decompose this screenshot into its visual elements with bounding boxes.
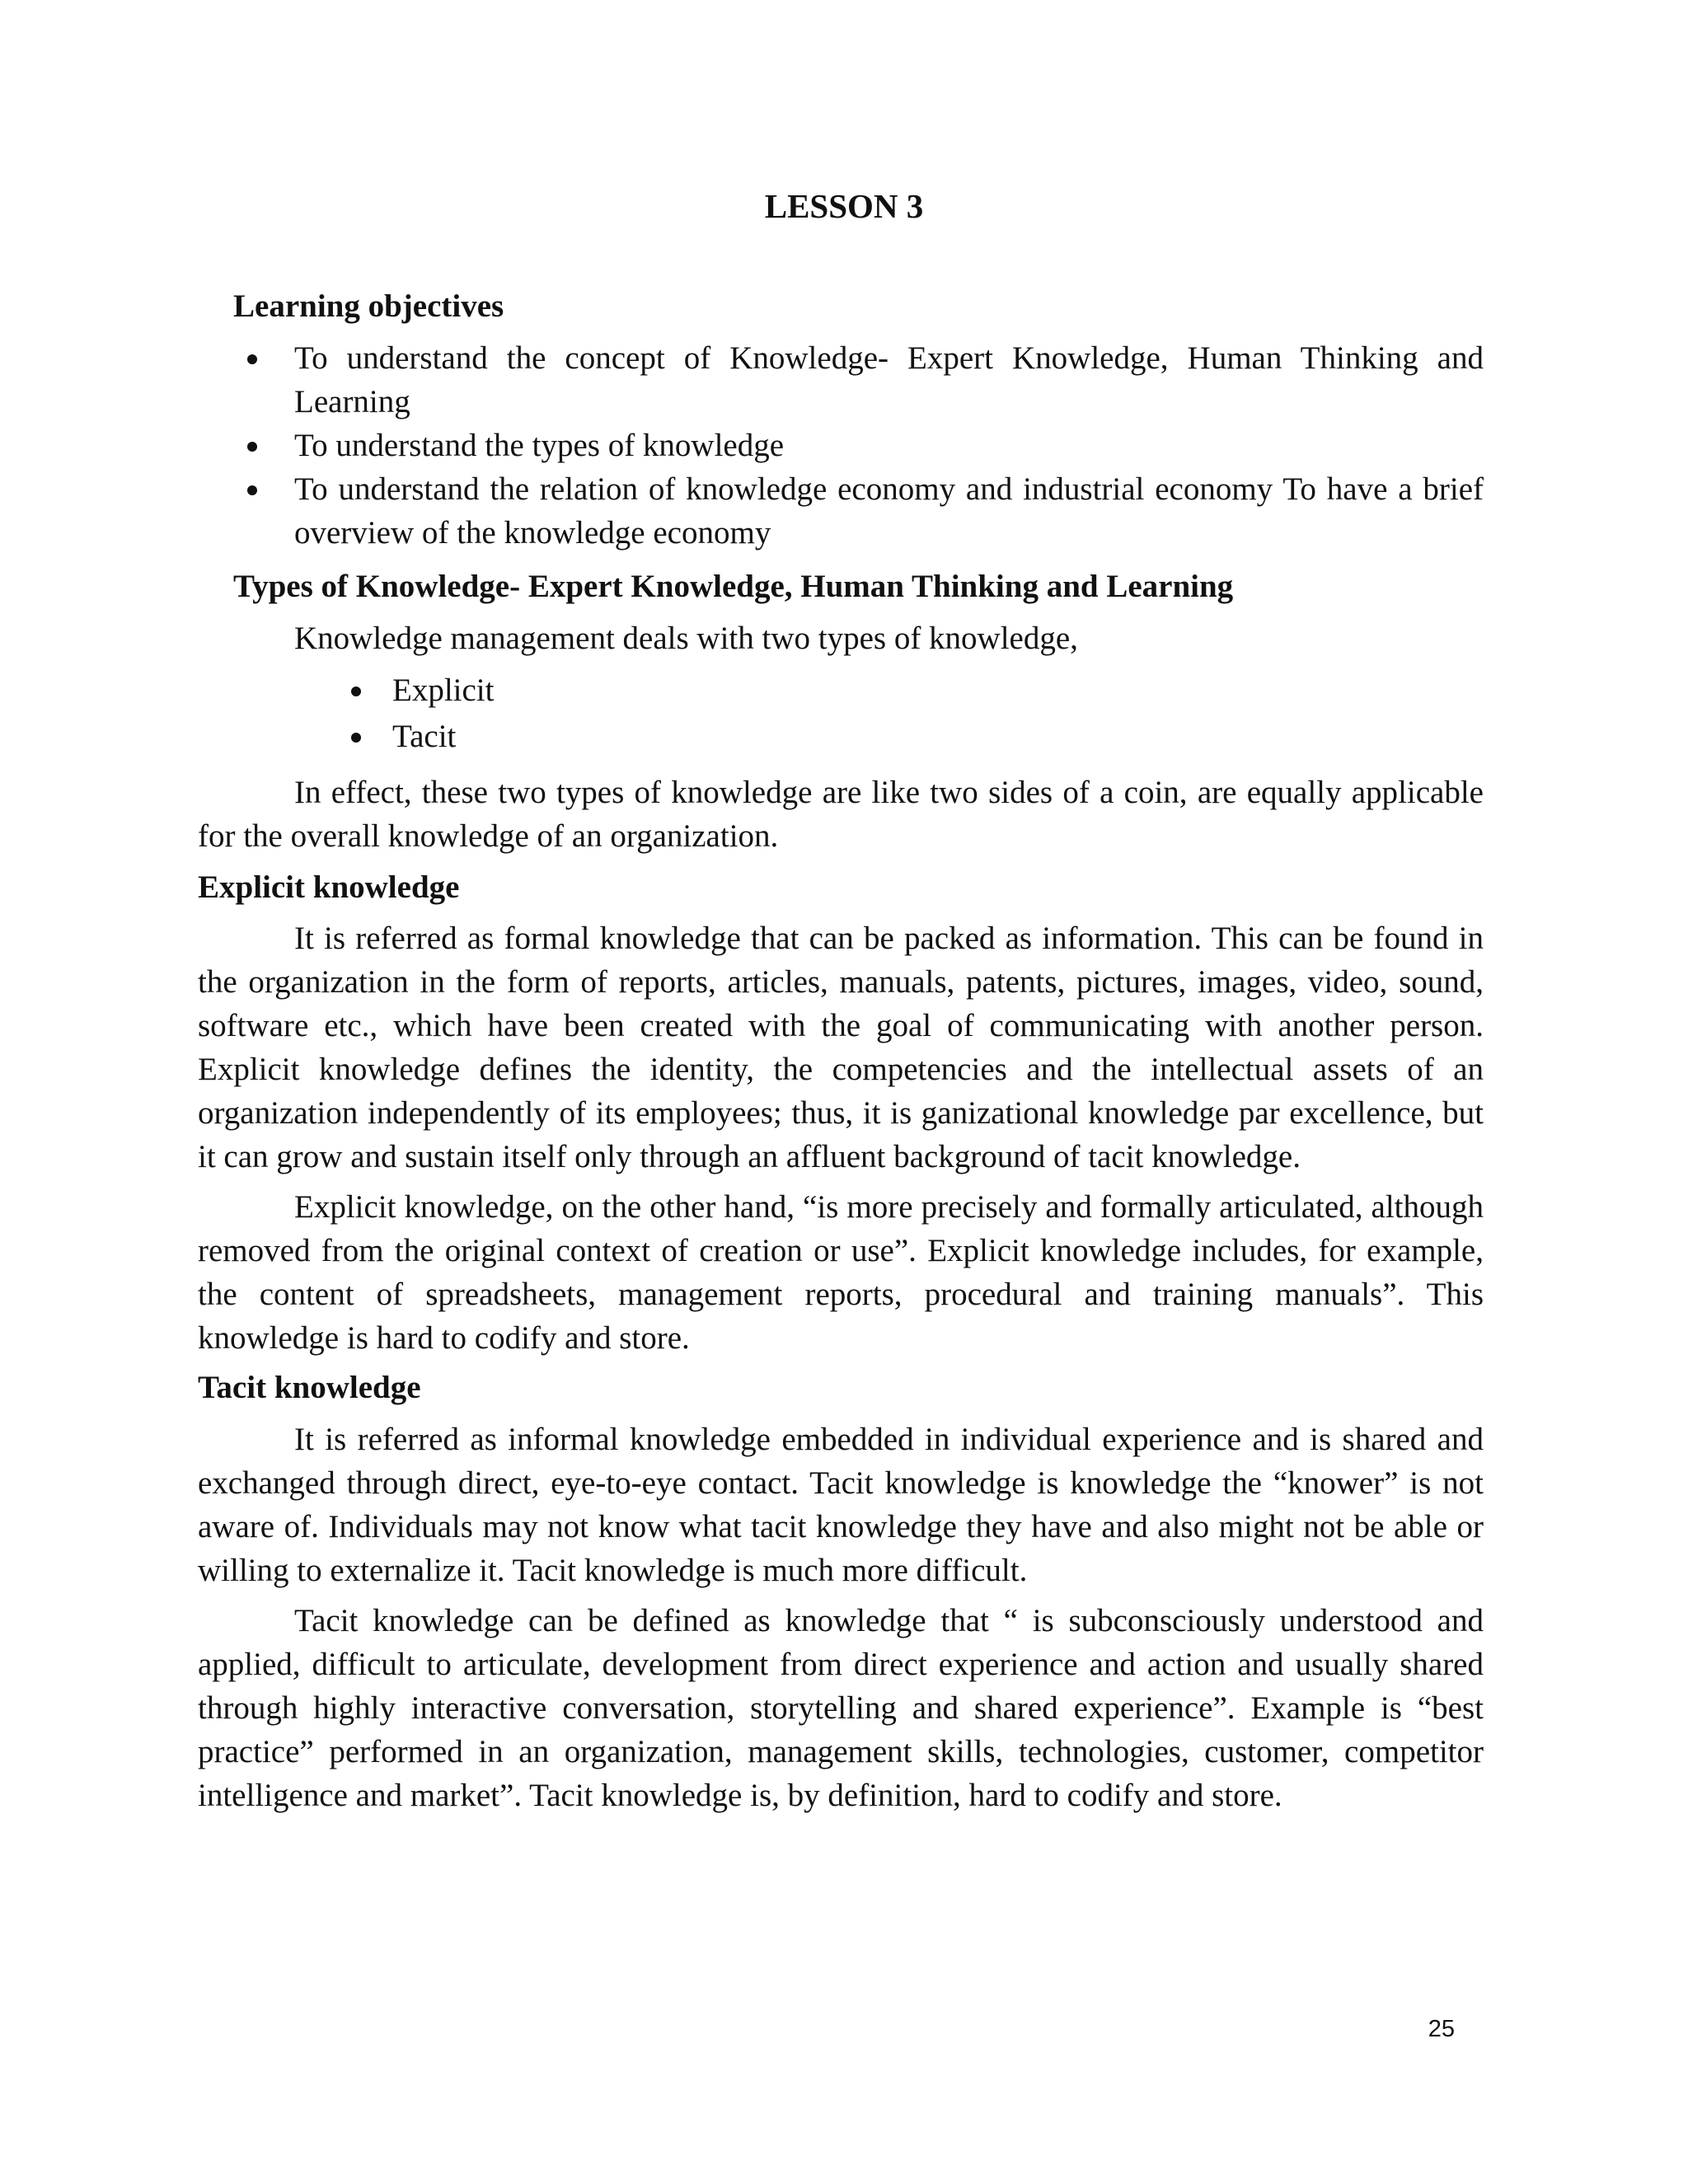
- objectives-list: [294, 336, 1484, 555]
- knowledge-types-list: [392, 668, 1052, 758]
- list-item: [294, 467, 1484, 555]
- list-item: [294, 336, 1484, 424]
- objective-text: To understand the relation of knowledge economy and industrial economy To have a brief overview of the knowledge economy: [294, 471, 1484, 551]
- types-intro: Knowledge management deals with two types of knowledge,: [294, 621, 1078, 656]
- bullet-icon: [247, 354, 257, 364]
- lesson-title: LESSON 3: [764, 187, 924, 225]
- list-item: [392, 668, 1052, 712]
- explicit-paragraph-2: Explicit knowledge, on the other hand, “is more precisely and formally articulated, although removed from the original context of creation or use”. Explicit knowledge includes, for example, the content of spreadsheets, management reports, procedural and training manuals”. This knowledge is hard to codify and store.: [198, 1189, 1484, 1356]
- bullet-icon: [351, 733, 361, 743]
- bullet-icon: [247, 485, 257, 495]
- objective-text: To understand the concept of Knowledge- Expert Knowledge, Human Thinking and Learning: [294, 340, 1484, 419]
- types-summary: In effect, these two types of knowledge are like two sides of a coin, are equally applicable for the overall knowledge of an organization.: [198, 775, 1484, 854]
- explicit-paragraph-1: It is referred as formal knowledge that can be packed as information. This can be found in the organization in the form of reports, articles, manuals, patents, pictures, images, video, sound, software etc., which have been created with the goal of communicating with another person. Explicit knowledge defines the identity, the competencies and the intellectual assets of an organization independently of its employees; thus, it is ganizational knowledge par excellence, but it can grow and sustain itself only through an affluent background of tacit knowledge.: [198, 921, 1484, 1174]
- tacit-paragraph-1: It is referred as informal knowledge embedded in individual experience and is shared and exchanged through direct, eye-to-eye contact. Tacit knowledge is knowledge the “knower” is not aware of. Individuals may not know what tacit knowledge they have and also might not be able or willing to externalize it. Tacit knowledge is much more difficult.: [198, 1422, 1484, 1588]
- bullet-icon: [351, 687, 361, 696]
- knowledge-type-explicit: Explicit: [392, 673, 495, 708]
- learning-objectives-heading: Learning objectives: [233, 288, 504, 324]
- explicit-heading: Explicit knowledge: [198, 869, 460, 905]
- types-heading: Types of Knowledge- Expert Knowledge, Human Thinking and Learning: [233, 569, 1234, 604]
- objective-text: To understand the types of knowledge: [294, 428, 785, 463]
- list-item: [294, 424, 1484, 467]
- tacit-paragraph-2: Tacit knowledge can be defined as knowledge that “ is subconsciously understood and applied, difficult to articulate, development from direct experience and action and usually shared through highly interactive conversation, storytelling and shared experience”. Example is “best practice” performed in an organization, management skills, technologies, customer, competitor intelligence and market”. Tacit knowledge is, by definition, hard to codify and store.: [198, 1603, 1484, 1813]
- tacit-heading: Tacit knowledge: [198, 1370, 421, 1405]
- knowledge-type-tacit: Tacit: [392, 719, 457, 754]
- page-number: 25: [1428, 2016, 1455, 2042]
- list-item: [392, 715, 1052, 758]
- bullet-icon: [247, 442, 257, 452]
